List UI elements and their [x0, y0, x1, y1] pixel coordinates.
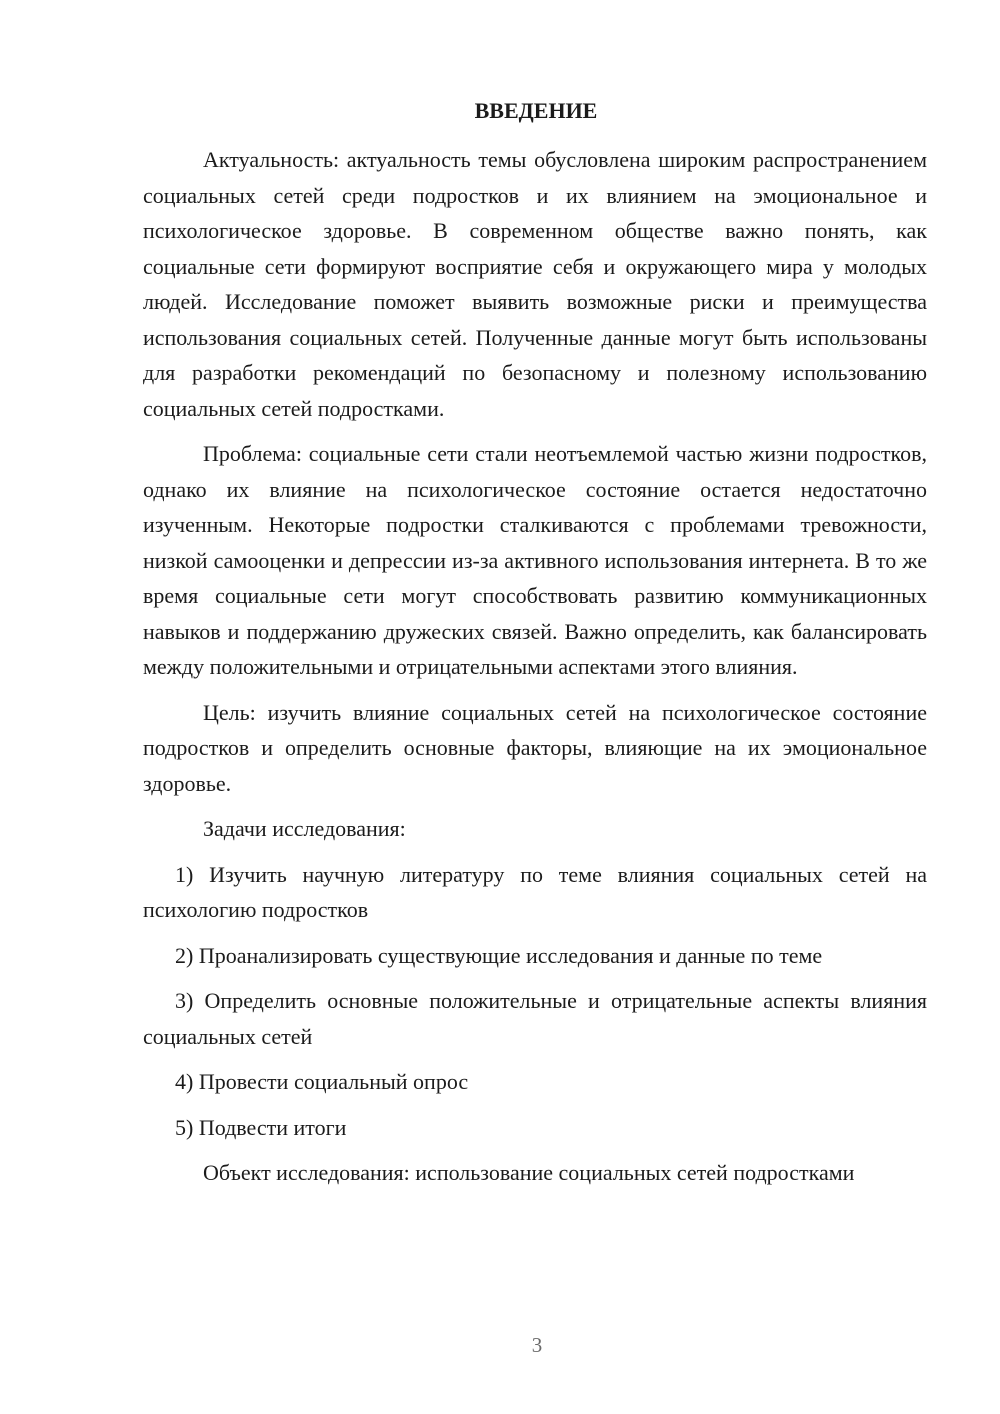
- task-item-5: 5) Подвести итоги: [175, 1114, 347, 1140]
- task-item-4: 4) Провести социальный опрос: [175, 1069, 469, 1094]
- object-paragraph: Объект исследования: использование социальных сетей подростками: [203, 1160, 855, 1185]
- task-item-2: 2) Проанализировать существующие исследования и данные по теме: [175, 942, 823, 968]
- problem-paragraph: Проблема: социальные сети стали неотъемлемой частью жизни подростков, однако их влияние на психологическое состояние остается недостаточно изученным. Некоторые подростки сталкиваются с проблемами тревожности, низкой самооценки и депрессии из-за активного использования интернета. В то же время социальные сети могут способствовать развитию коммуникационных навыков и поддержанию дружеских связей. Важно определить, как балансировать между положительными и отрицательными аспектами этого влияния.: [143, 441, 927, 679]
- task-item-1: 1) Изучить научную литературу по теме влияния социальных сетей на психологию подростков: [143, 861, 927, 922]
- tasks-heading: Задачи исследования:: [203, 816, 406, 841]
- page-content: [143, 94, 927, 1201]
- section-title: ВВЕДЕНИЕ: [474, 98, 598, 123]
- goal-paragraph: Цель: изучить влияние социальных сетей на психологическое состояние подростков и определить основные факторы, влияющие на их эмоциональное здоровье.: [143, 699, 927, 796]
- task-item-3: 3) Определить основные положительные и отрицательные аспекты влияния социальных сетей: [143, 988, 927, 1049]
- page-number: 3: [531, 1333, 543, 1357]
- relevance-paragraph: Актуальность: актуальность темы обусловлена широким распространением социальных сетей среди подростков и их влиянием на эмоциональное и психологическое здоровье. В современном обществе важно понять, как социальные сети формируют восприятие себя и окружающего мира у молодых людей. Исследование поможет выявить возможные риски и преимущества использования социальных сетей. Полученные данные могут быть использованы для разработки рекомендаций по безопасному и полезному использованию социальных сетей подростками.: [143, 147, 927, 421]
